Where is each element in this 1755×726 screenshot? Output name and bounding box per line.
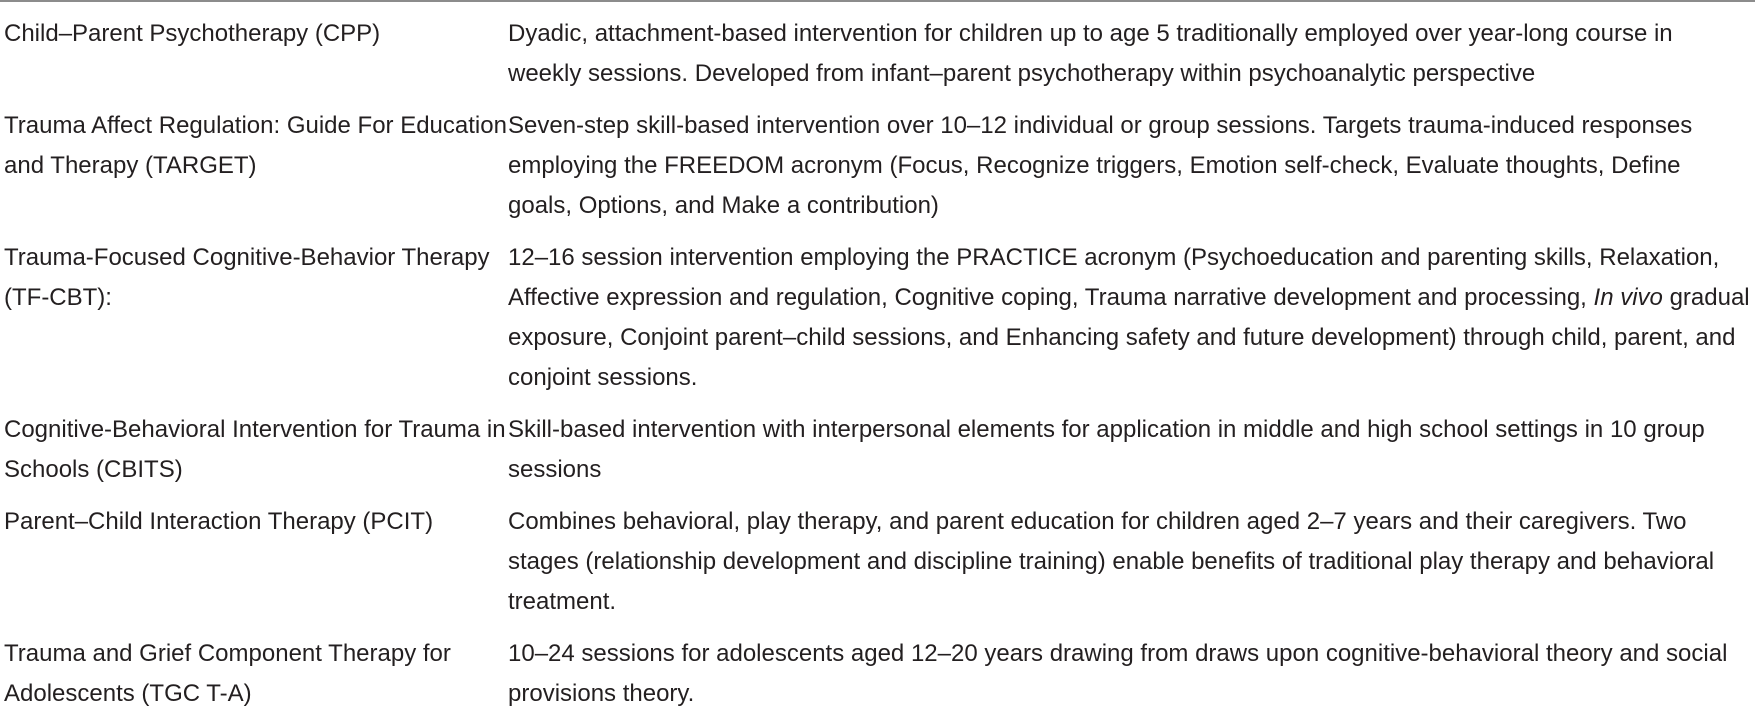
intervention-description: Dyadic, attachment-based intervention for children up to age 5 traditionally employed over year-long course in weekly sessions. Developed from infant–parent psychotherapy within psychoanalytic perspective — [508, 20, 1673, 87]
intervention-description: Combines behavioral, play therapy, and parent education for children aged 2–7 years and their caregivers. Two stages (relationship development and discipline training) enable benefits of traditional play therapy and behavioral treatment. — [508, 508, 1715, 615]
interventions-table — [0, 14, 1755, 726]
intervention-name: Cognitive-Behavioral Intervention for Trauma in Schools (CBITS) — [4, 416, 506, 483]
intervention-description — [508, 238, 1755, 398]
table-top-rule — [0, 0, 1755, 2]
description-text: 12–16 session intervention employing the PRACTICE acronym (Psychoeducation and parenting skills, Relaxation, Affective expression and regulation, Cognitive coping, Trauma narrative development and processing, — [508, 244, 1720, 311]
table-row — [0, 106, 1755, 226]
intervention-name: Trauma and Grief Component Therapy for Adolescents (TGC T-A) — [4, 640, 451, 707]
intervention-description: Seven-step skill-based intervention over 10–12 individual or group sessions. Targets trauma-induced responses employing the FREEDOM acronym (Focus, Recognize triggers, Emotion self-check, Evaluate thoughts, Define goals, Options, and Make a contribution) — [508, 112, 1693, 219]
intervention-description: Skill-based intervention with interpersonal elements for application in middle and high school settings in 10 group sessions — [508, 416, 1705, 483]
table-row — [0, 14, 1755, 94]
table-row — [0, 410, 1755, 490]
intervention-name: Trauma-Focused Cognitive-Behavior Therapy (TF-CBT): — [4, 244, 490, 311]
intervention-name: Trauma Affect Regulation: Guide For Education and Therapy (TARGET) — [4, 112, 507, 179]
table-row — [0, 238, 1755, 398]
table-row — [0, 502, 1755, 622]
intervention-name: Parent–Child Interaction Therapy (PCIT) — [4, 508, 434, 535]
intervention-name: Child–Parent Psychotherapy (CPP) — [4, 20, 381, 47]
description-text: gradual exposure, Conjoint parent–child sessions, and Enhancing safety and future development) through child, parent, and conjoint sessions. — [508, 284, 1750, 391]
description-italic-term: In vivo — [1593, 284, 1663, 311]
intervention-description: 10–24 sessions for adolescents aged 12–20 years drawing from draws upon cognitive-behavioral theory and social provisions theory. — [508, 640, 1728, 707]
table-row — [0, 634, 1755, 714]
